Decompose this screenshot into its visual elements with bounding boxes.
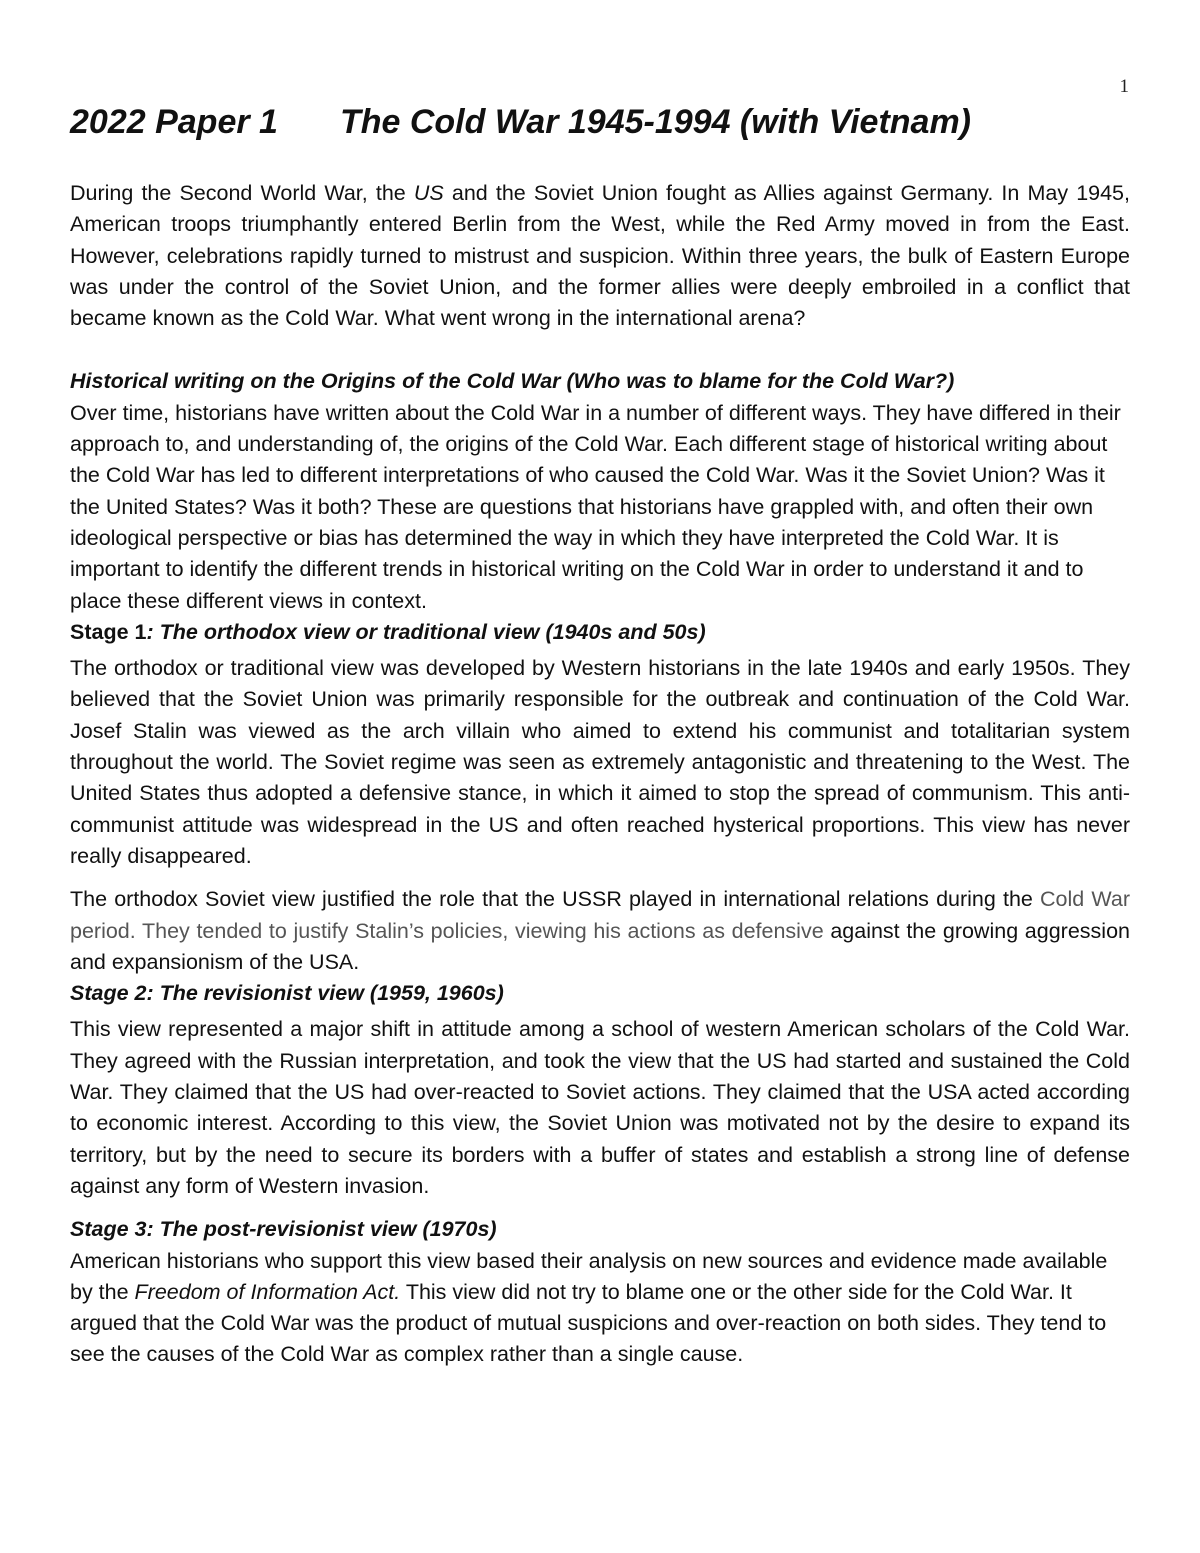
historiography-heading: Historical writing on the Origins of the Cold War (Who was to blame for the Cold War?)	[70, 369, 955, 394]
stage3-text-1: American historians who support this view based their analysis on new sources and evidence made available by the	[70, 1248, 1108, 1304]
stage2-paragraph: This view represented a major shift in attitude among a school of western American scholars of the Cold War. They agreed with the Russian interpretation, and took the view that the US had started and sustained the Cold War. They claimed that the US had over-reacted to Soviet actions. They claimed that the USA acted according to economic interest. According to this view, the Soviet Union was motivated not by the desire to expand its territory, but by the need to secure its borders with a buffer of states and establish a strong line of defense against any form of Western invasion.	[70, 1017, 1130, 1198]
page-number: 1	[1119, 76, 1129, 97]
title-topic: The Cold War 1945-1994 (with Vietnam)	[339, 103, 971, 141]
stage1-title: : The orthodox view or traditional view (1940s and 50s)	[146, 619, 706, 644]
stage1-p2-text-1: The orthodox Soviet view justified the role that the USSR played in international relations during the	[70, 887, 1041, 912]
title-paper: 2022 Paper 1	[70, 103, 278, 141]
stage3-act-italic: Freedom of Information Act.	[134, 1279, 401, 1304]
page-title	[70, 100, 1130, 144]
intro-text-2: and the Soviet Union fought as Allies against Germany. In May 1945, American troops triumphantly entered Berlin from the West, while the Red Army moved in from the East. However, celebrations rapidly turned to mistrust and suspicion. Within three years, the bulk of Eastern Europe was under the control of the Soviet Union, and the former allies were deeply embroiled in a conflict that became known as the Cold War. What went wrong in the international arena?	[70, 181, 1130, 331]
stage2-heading: Stage 2: The revisionist view (1959, 1960s)	[70, 981, 504, 1006]
stage1-lead: Stage 1	[70, 619, 147, 644]
historiography-paragraph: Over time, historians have written about the Cold War in a number of different ways. They have differed in their approach to, and understanding of, the origins of the Cold War. Each different stage of historical writing about the Cold War has led to different interpretations of who caused the Cold War. Was it the Soviet Union? Was it the United States? Was it both? These are questions that historians have grappled with, and often their own ideological perspective or bias has determined the way in which they have interpreted the Cold War. It is important to identify the different trends in historical writing on the Cold War in order to understand it and to place these different views in context.	[70, 400, 1121, 613]
stage3-heading: Stage 3: The post-revisionist view (1970s)	[70, 1217, 497, 1242]
document-body	[70, 100, 1130, 1371]
intro-text-1: During the Second World War, the	[70, 181, 414, 205]
stage1-p2-grey-text: Cold War period. They tended to justify Stalin’s policies, viewing his actions as defensive	[70, 887, 1130, 943]
stage3-text-2: This view did not try to blame one or the other side for the Cold War. It argued that the Cold War was the product of mutual suspicions and over-reaction on both sides. They tend to see the causes of the Cold War as complex rather than a single cause.	[70, 1279, 1107, 1367]
stage1-paragraph-2	[70, 884, 1130, 978]
intro-paragraph	[70, 178, 1130, 334]
stage3-paragraph	[70, 1246, 1130, 1371]
stage1-heading	[70, 617, 1130, 648]
stage1-paragraph-1: The orthodox or traditional view was developed by Western historians in the late 1940s and early 1950s. They believed that the Soviet Union was primarily responsible for the outbreak and continuation of the Cold War. Josef Stalin was viewed as the arch villain who aimed to extend his communist and totalitarian system throughout the world. The Soviet regime was seen as extremely antagonistic and threatening to the West. The United States thus adopted a defensive stance, in which it aimed to stop the spread of communism. This anti-communist attitude was widespread in the US and often reached hysterical proportions. This view has never really disappeared.	[70, 656, 1130, 868]
intro-us-italic: US	[413, 181, 444, 205]
stage1-p2-text-2: against the growing aggression and expansionism of the USA.	[70, 918, 1130, 974]
